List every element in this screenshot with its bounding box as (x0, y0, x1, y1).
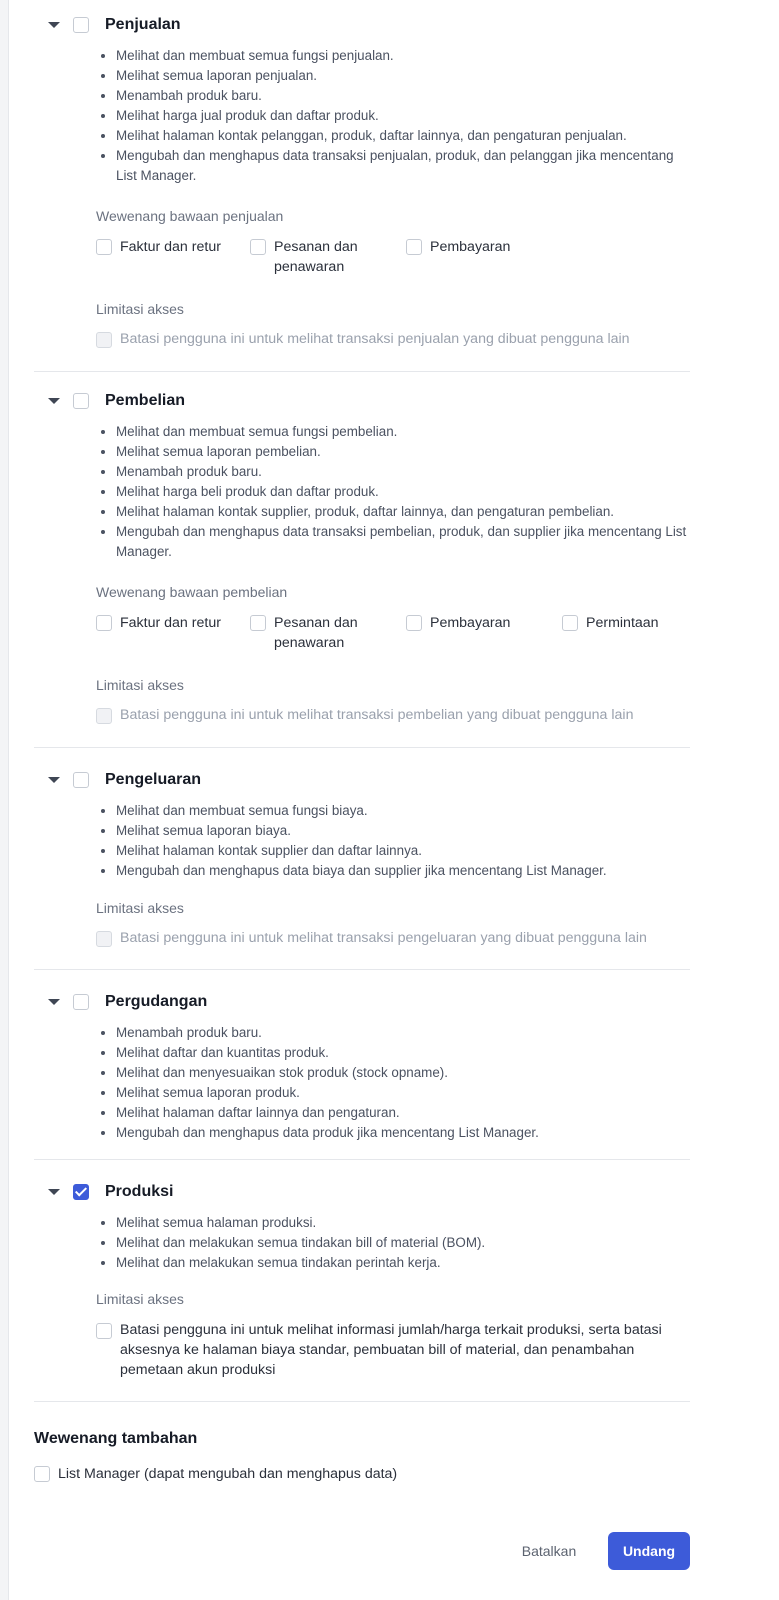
list-item: • Melihat semua laporan penjualan. (116, 66, 696, 86)
limit-access-label: Limitasi akses (96, 677, 184, 693)
list-item: • Melihat semua laporan pembelian. (116, 442, 696, 462)
collapse-caret-icon[interactable] (48, 777, 60, 783)
permission-list (116, 422, 696, 562)
section-title: Pergudangan (105, 993, 208, 1010)
extra-permissions-title: Wewenang tambahan (34, 1430, 198, 1447)
collapse-caret-icon[interactable] (48, 398, 60, 404)
limit-access-label: Limitasi akses (96, 301, 184, 317)
list-item: • Melihat dan melakukan semua tindakan perintah kerja. (116, 1253, 696, 1273)
list-item: • Menambah produk baru. (116, 462, 696, 482)
list-item: • Melihat dan melakukan semua tindakan bill of material (BOM). (116, 1233, 696, 1253)
list-item: • Melihat halaman daftar lainnya dan pengaturan. (116, 1103, 696, 1123)
limit-access-label: Limitasi akses (96, 900, 184, 916)
limit-text: Batasi pengguna ini untuk melihat transaksi penjualan yang dibuat pengguna lain (120, 331, 630, 347)
cancel-button[interactable]: Batalkan (521, 1543, 577, 1559)
list-item: • Melihat dan membuat semua fungsi penjualan. (116, 46, 696, 66)
checkbox[interactable] (250, 239, 266, 255)
limit-checkbox[interactable] (96, 931, 112, 947)
left-panel-edge (0, 0, 9, 1600)
section-penjualan: Penjualan • Melihat dan membuat semua fungsi penjualan. • Melihat semua laporan penjualan. • Menambah produk baru. • Melihat harga jual produk dan daftar produk. • Melihat halaman kontak pelanggan, produk, daftar lainnya, dan pengaturan penjualan. • Mengubah dan menghapus data transaksi penjualan, produk, dan pelanggan jika mencentang List Manager. Wewenang bawaan penjualan Faktur dan retur Pesanan dan penawaran Pembayaran Limitasi akses Batasi pengguna ini untuk melihat transaksi penjualan yang dibuat pengguna lain (34, 0, 690, 372)
limit-checkbox[interactable] (96, 1323, 112, 1339)
section-title: Pembelian (105, 392, 186, 409)
invite-button[interactable]: Undang (608, 1532, 690, 1570)
checkbox[interactable] (34, 1466, 50, 1482)
section-pergudangan (34, 970, 690, 1160)
list-item: • Mengubah dan menghapus data transaksi pembelian, produk, dan supplier jika mencentang List Manager. (116, 522, 696, 562)
list-item: • Melihat halaman kontak supplier dan daftar lainnya. (116, 841, 696, 861)
list-item: • Melihat harga beli produk dan daftar produk. (116, 482, 696, 502)
list-item: • Melihat halaman kontak pelanggan, produk, daftar lainnya, dan pengaturan penjualan. (116, 126, 696, 146)
limit-checkbox[interactable] (96, 708, 112, 724)
checkbox[interactable] (406, 615, 422, 631)
limit-text: Batasi pengguna ini untuk melihat transaksi pengeluaran yang dibuat pengguna lain (120, 930, 647, 946)
section-produksi (34, 1160, 690, 1402)
limit-checkbox[interactable] (96, 332, 112, 348)
list-item: • Melihat semua laporan biaya. (116, 821, 696, 841)
permission-list (116, 1023, 696, 1143)
list-item: • Melihat dan menyesuaikan stok produk (stock opname). (116, 1063, 696, 1083)
section-checkbox-pergudangan[interactable] (73, 994, 89, 1010)
section-pembelian: Pembelian • Melihat dan membuat semua fungsi pembelian. • Melihat semua laporan pembelian. • Menambah produk baru. • Melihat harga beli produk dan daftar produk. • Melihat halaman kontak supplier, produk, daftar lainnya, dan pengaturan pembelian. • Mengubah dan menghapus data transaksi pembelian, produk, dan supplier jika mencentang List Manager. Wewenang bawaan pembelian Faktur dan retur Pesanan dan penawaran Pembayaran Permintaan Limitasi akses Batasi pengguna ini untuk melihat transaksi pembelian yang dibuat pengguna lain (34, 372, 690, 748)
list-item: • Melihat semua halaman produksi. (116, 1213, 696, 1233)
limit-access-label: Limitasi akses (96, 1291, 184, 1307)
checkbox[interactable] (96, 239, 112, 255)
limit-text: Batasi pengguna ini untuk melihat informasi jumlah/harga terkait produksi, serta batasi aksesnya ke halaman biaya standar, pembuatan bill of material, dan penambahan pemetaan akun produksi (120, 1322, 662, 1378)
section-title: Penjualan (105, 16, 181, 33)
limit-text: Batasi pengguna ini untuk melihat transaksi pembelian yang dibuat pengguna lain (120, 707, 634, 723)
default-permissions-label: Wewenang bawaan pembelian (96, 584, 288, 600)
collapse-caret-icon[interactable] (48, 22, 60, 28)
list-item: • Mengubah dan menghapus data biaya dan supplier jika mencentang List Manager. (116, 861, 696, 881)
list-item: • Menambah produk baru. (116, 86, 696, 106)
permission-list (116, 1213, 696, 1273)
default-permissions-label: Wewenang bawaan penjualan (96, 208, 284, 224)
list-item: • Melihat dan membuat semua fungsi biaya. (116, 801, 696, 821)
section-pengeluaran (34, 748, 690, 970)
section-checkbox-produksi[interactable] (73, 1184, 89, 1200)
permission-list (116, 46, 696, 186)
checkbox[interactable] (406, 239, 422, 255)
collapse-caret-icon[interactable] (48, 1189, 60, 1195)
section-checkbox-penjualan[interactable] (73, 17, 89, 33)
list-item: • Melihat dan membuat semua fungsi pembelian. (116, 422, 696, 442)
list-item: • Melihat harga jual produk dan daftar produk. (116, 106, 696, 126)
list-item: • Mengubah dan menghapus data transaksi penjualan, produk, dan pelanggan jika mencentang List Manager. (116, 146, 696, 186)
permission-list (116, 801, 696, 881)
checkbox[interactable] (250, 615, 266, 631)
list-item: • Melihat daftar dan kuantitas produk. (116, 1043, 696, 1063)
list-item: • Melihat semua laporan produk. (116, 1083, 696, 1103)
list-item: • Menambah produk baru. (116, 1023, 696, 1043)
checkbox[interactable] (562, 615, 578, 631)
section-title: Pengeluaran (105, 771, 202, 788)
list-item: • Mengubah dan menghapus data produk jika mencentang List Manager. (116, 1123, 696, 1143)
checkbox[interactable] (96, 615, 112, 631)
section-checkbox-pengeluaran[interactable] (73, 772, 89, 788)
list-item: • Melihat halaman kontak supplier, produk, daftar lainnya, dan pengaturan pembelian. (116, 502, 696, 522)
section-title: Produksi (105, 1183, 174, 1200)
collapse-caret-icon[interactable] (48, 999, 60, 1005)
section-checkbox-pembelian[interactable] (73, 393, 89, 409)
